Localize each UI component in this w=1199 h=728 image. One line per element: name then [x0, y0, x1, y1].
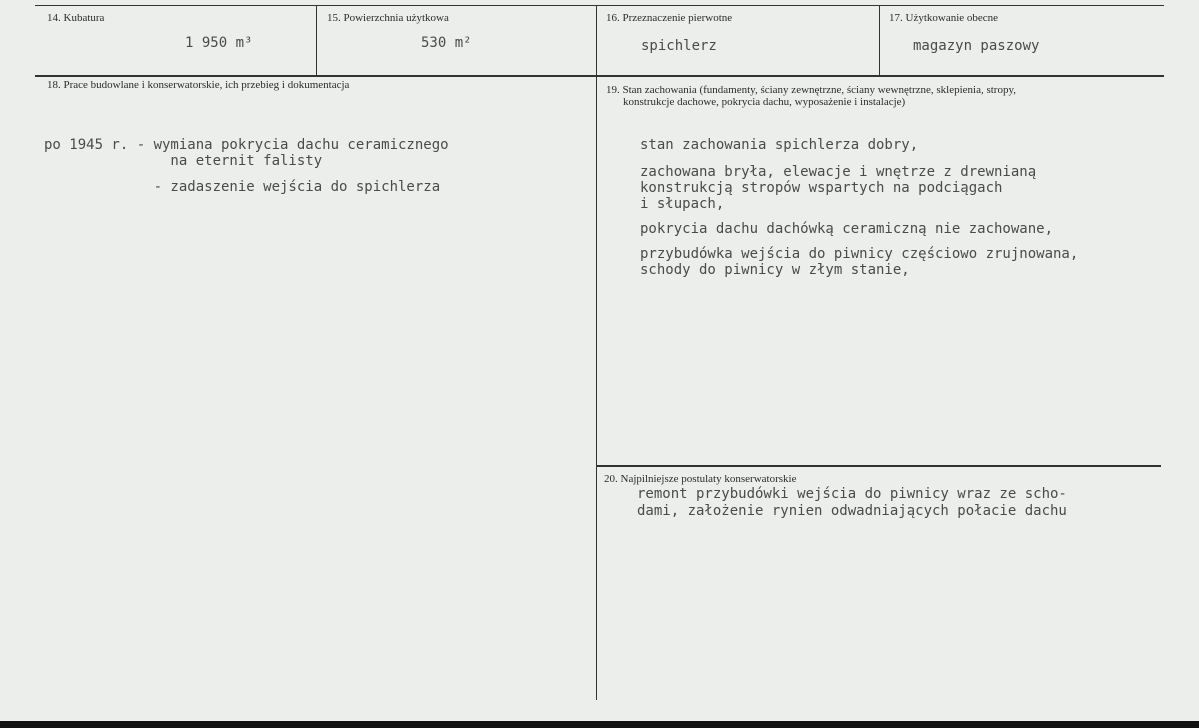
section-19-line-5: pokrycia dachu dachówką ceramiczną nie zachowane,	[640, 221, 1054, 237]
divider-15-16	[596, 5, 597, 76]
section-19-line-2: zachowana bryła, elewacje i wnętrze z drewnianą	[640, 164, 1037, 180]
divider-14-15	[316, 5, 317, 76]
divider-16-17	[879, 5, 880, 76]
section-19-line-7: schody do piwnicy w złym stanie,	[640, 262, 910, 278]
section-18-line-2: na eternit falisty	[44, 153, 323, 169]
scan-bottom-edge	[0, 721, 1199, 728]
section-19-line-3: konstrukcją stropów wspartych na podciągach	[640, 180, 1003, 196]
section-19-line-4: i słupach,	[640, 196, 725, 212]
section-20-label: 20. Najpilniejsze postulaty konserwatorskie	[604, 473, 797, 485]
rule-below-header	[35, 75, 1164, 77]
field-17-value: magazyn paszowy	[913, 38, 1040, 54]
section-18-line-3: - zadaszenie wejścia do spichlerza	[44, 179, 441, 195]
section-18-label: 18. Prace budowlane i konserwatorskie, ich przebieg i dokumentacja	[47, 79, 350, 91]
field-17-label: 17. Użytkowanie obecne	[889, 12, 999, 24]
field-16-label: 16. Przeznaczenie pierwotne	[606, 12, 733, 24]
section-18-line-1: po 1945 r. - wymiana pokrycia dachu ceramicznego	[44, 137, 449, 153]
section-19-label-line-1: 19. Stan zachowania (fundamenty, ściany zewnętrzne, ściany wewnętrzne, sklepienia, stropy,	[606, 84, 1017, 96]
section-19-line-6: przybudówka wejścia do piwnicy częściowo zrujnowana,	[640, 246, 1079, 262]
divider-main-columns	[596, 76, 597, 700]
section-20-line-1: remont przybudówki wejścia do piwnicy wraz ze scho-	[637, 486, 1067, 502]
field-15-value: 530 m²	[421, 35, 472, 51]
field-16-value: spichlerz	[641, 38, 717, 54]
rule-top	[35, 5, 1164, 6]
field-14-label: 14. Kubatura	[47, 12, 105, 24]
section-19-line-1: stan zachowania spichlerza dobry,	[640, 137, 919, 153]
section-20-line-2: dami, założenie rynien odwadniających połacie dachu	[637, 503, 1067, 519]
field-15-label: 15. Powierzchnia użytkowa	[327, 12, 449, 24]
section-19-label-line-2: konstrukcje dachowe, pokrycia dachu, wyposażenie i instalacje)	[623, 96, 906, 108]
rule-section20-top	[596, 465, 1161, 467]
field-14-value: 1 950 m³	[185, 35, 253, 51]
